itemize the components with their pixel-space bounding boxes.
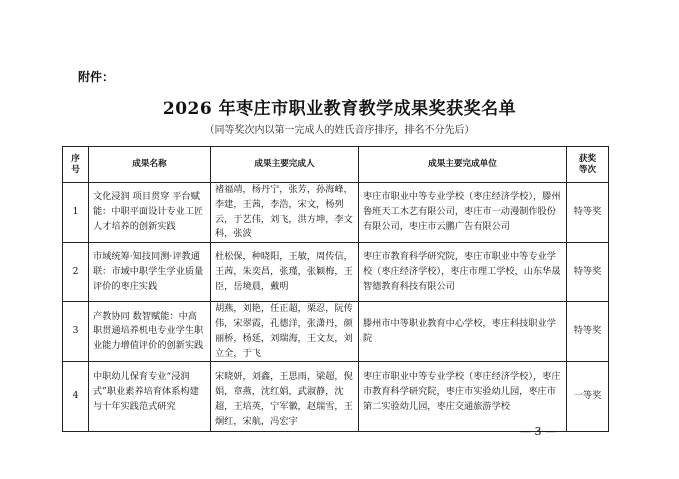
main-units: 枣庄市职业中等专业学校（枣庄经济学校），枣庄市教育科学研究院，枣庄市实验幼儿园，枣庄市第二实验幼儿园，枣庄交通旅游学校 (359, 362, 567, 432)
attachment-label: 附件： (78, 70, 115, 84)
achievement-name: 产教协同 数智赋能：中高职贯通培养机电专业学生职业能力增值评价的创新实践 (89, 302, 211, 362)
main-contributors: 杜松保，种晓阳，王敏，周传信，王茜，朱奕昌，张瑾，张颖梅，王臣，岳境晨，戴明 (211, 243, 359, 302)
header-award: 获奖 等次 (567, 147, 609, 183)
header-people: 成果主要完成人 (211, 147, 359, 183)
row-number: 2 (63, 243, 89, 302)
header-number: 序号 (63, 147, 89, 183)
main-units: 枣庄市职业中等专业学校（枣庄经济学校），滕州鲁班天工木艺有限公司，枣庄市一动漫制作股份有限公司，枣庄市云鹏广告有限公司 (359, 183, 567, 243)
page-subtitle: （同等奖次内以第一完成人的姓氏音序排序，排名不分先后） (204, 125, 475, 136)
table-header-row (63, 147, 609, 183)
table-row (63, 302, 609, 362)
row-number: 3 (63, 302, 89, 362)
table-row (63, 183, 609, 243)
main-units: 滕州市中等职业教育中心学校，枣庄科技职业学院 (359, 302, 567, 362)
achievement-name: 文化浸润 项目贯穿 平台赋能：中职平面设计专业工匠人才培养的创新实践 (89, 183, 211, 243)
header-name: 成果名称 (89, 147, 211, 183)
table-row (63, 362, 609, 432)
main-contributors: 宋晓妍，刘鑫，王思雨，梁超，倪娟，章燕，沈红娟，武淑静，沈超，王培英，宁军徽，赵瑞雪，王炯红，宋航，冯宏宇 (211, 362, 359, 432)
award-level: 特等奖 (567, 183, 609, 243)
award-level: 特等奖 (567, 243, 609, 302)
header-units: 成果主要完成单位 (359, 147, 567, 183)
achievement-name: 中职幼儿保育专业“浸润式”职业素养培育体系构建与十年实践范式研究 (89, 362, 211, 432)
award-level: 特等奖 (567, 302, 609, 362)
page-number: — 3 — (520, 425, 556, 438)
table-row (63, 243, 609, 302)
row-number: 1 (63, 183, 89, 243)
award-level: 一等奖 (567, 362, 609, 432)
award-table (62, 146, 609, 432)
main-units: 枣庄市教育科学研究院，枣庄市职业中等专业学校（枣庄经济学校），枣庄市理工学校，山东华晟智德教育科技有限公司 (359, 243, 567, 302)
achievement-name: 市域统筹·知技同测·评教通联：市域中职学生学业质量评价的枣庄实践 (89, 243, 211, 302)
page-title: 2026 年枣庄市职业教育教学成果奖获奖名单 (162, 99, 517, 119)
main-contributors: 褚福靖，杨丹宁，张芳，孙海峰，李建，王茜，李浩，宋文，杨列云，于艺伟，刘飞，洪方坤，李文科，张波 (211, 183, 359, 243)
row-number: 4 (63, 362, 89, 432)
main-contributors: 胡燕，刘艳，任正超，栗忍，阮传伟，宋翠霞，孔德洋，张潇丹，颜丽桥，杨延，刘瑞海，王文友，刘立全，于飞 (211, 302, 359, 362)
